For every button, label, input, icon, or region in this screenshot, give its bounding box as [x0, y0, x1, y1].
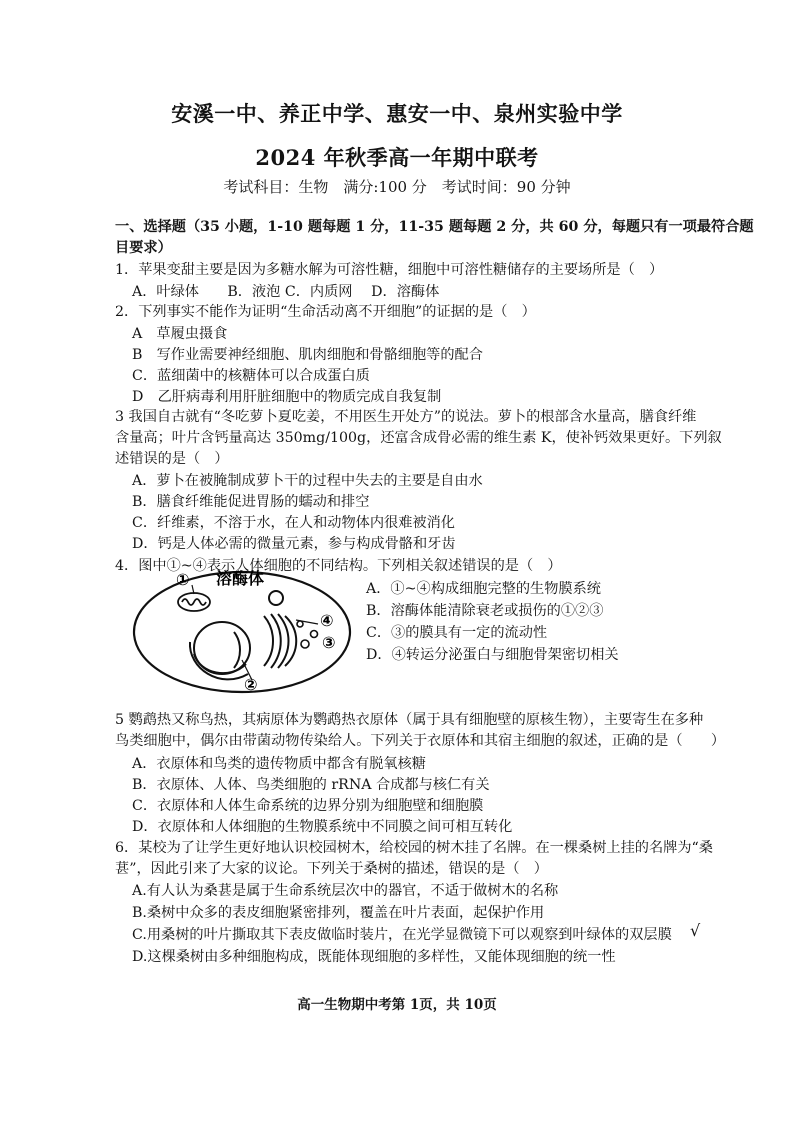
golgi-apparatus [264, 614, 296, 668]
leader-lines [192, 585, 318, 680]
label-4: ④ [320, 611, 334, 630]
question-5-stem-cont: 鸟类细胞中，偶尔由带菌动物传染给人。下列关于衣原体和其宿主细胞的叙述，正确的是（ ） [115, 733, 726, 749]
question-6-option-d: D.这棵桑树由多种细胞构成，既能体现细胞的多样性，又能体现细胞的统一性 [132, 949, 616, 965]
mitochondrion [178, 593, 210, 611]
question-6-stem: 6．某校为了让学生更好地认识校园树木，给校园的树木挂了名牌。在一棵桑树上挂的名牌为“桑 [115, 840, 713, 856]
question-6-stem-cont: 葚”，因此引来了大家的议论。下列关于桑树的描述，错误的是（ ） [115, 861, 548, 877]
section-heading: 一、选择题（35 小题，1-10 题每题 1 分，11-35 题每题 2 分，共 60 分，每题只有一项最符合题 [115, 219, 754, 235]
section-heading-cont: 目要求） [115, 240, 172, 256]
question-2-option-d: D 乙肝病毒利用肝脏细胞中的物质完成自我复制 [132, 389, 442, 405]
question-4-option-d: D．④转运分泌蛋白与细胞骨架密切相关 [366, 647, 619, 663]
question-3-option-d: D．钙是人体必需的微量元素，参与构成骨骼和牙齿 [132, 536, 456, 552]
question-2-stem: 2．下列事实不能作为证明“生命活动离不开细胞”的证据的是（ ） [115, 304, 536, 320]
question-5-option-b: B．衣原体、人体、鸟类细胞的 rRNA 合成都与核仁有关 [132, 777, 490, 793]
question-3-option-a: A．萝卜在被腌制成萝卜干的过程中失去的主要是自由水 [132, 473, 483, 489]
question-6-option-a: A.有人认为桑葚是属于生命系统层次中的器官，不适于做树木的名称 [132, 883, 559, 899]
cell-diagram [130, 568, 355, 698]
exam-title: 2024 年秋季高一年期中联考 [255, 145, 539, 170]
question-2-option-a: A 草履虫摄食 [132, 326, 228, 342]
handwritten-check-mark: √ [690, 921, 701, 940]
question-3-stem: 3 我国自古就有“冬吃萝卜夏吃姜，不用医生开处方”的说法。萝卜的根部含水量高，膳食纤维 [115, 409, 697, 425]
question-5-stem: 5 鹦鹉热又称鸟热，其病原体为鹦鹉热衣原体（属于具有细胞壁的原核生物），主要寄生在多种 [115, 712, 704, 728]
question-1-stem: 1．苹果变甜主要是因为多糖水解为可溶性糖，细胞中可溶性糖储存的主要场所是（ ） [115, 262, 664, 278]
question-5-option-a: A．衣原体和鸟类的遗传物质中都含有脱氧核糖 [132, 756, 426, 772]
question-4-stem: 4．图中①~④表示人体细胞的不同结构。下列相关叙述错误的是（ ） [115, 558, 562, 574]
page-footer: 高一生物期中考第 1页，共 10页 [297, 997, 497, 1013]
question-2-option-c: C．蓝细菌中的核糖体可以合成蛋白质 [132, 368, 370, 384]
label-3: ③ [322, 633, 336, 652]
question-5-option-d: D．衣原体和人体细胞的生物膜系统中不同膜之间可相互转化 [132, 819, 513, 835]
er-structure [190, 622, 250, 679]
question-3-option-c: C．纤维素，不溶于水，在人和动物体内很难被消化 [132, 515, 455, 531]
question-4-option-b: B．溶酶体能清除衰老或损伤的①②③ [366, 603, 604, 619]
question-6-option-b: B.桑树中众多的表皮细胞紧密排列，覆盖在叶片表面，起保护作用 [132, 905, 545, 921]
question-4-option-a: A．①~④构成细胞完整的生物膜系统 [366, 581, 601, 597]
label-lysosome: 溶酶体 [216, 569, 265, 588]
exam-info: 考试科目：生物 满分:100 分 考试时间：90 分钟 [223, 178, 571, 196]
vesicles [297, 621, 318, 648]
lysosome [269, 591, 283, 605]
question-3-option-b: B．膳食纤维能促进胃肠的蠕动和排空 [132, 494, 370, 510]
question-3-stem-cont: 述错误的是（ ） [115, 451, 229, 467]
question-2-option-b: B 写作业需要神经细胞、肌肉细胞和骨骼细胞等的配合 [132, 347, 483, 363]
schools-title: 安溪一中、养正中学、惠安一中、泉州实验中学 [171, 101, 623, 126]
question-1-options: A．叶绿体 B．液泡 C．内质网 D．溶酶体 [132, 284, 440, 300]
question-6-option-c: C.用桑树的叶片撕取其下表皮做临时装片，在光学显微镜下可以观察到叶绿体的双层膜 [132, 927, 672, 943]
question-5-option-c: C．衣原体和人体生命系统的边界分别为细胞壁和细胞膜 [132, 798, 484, 814]
question-4-option-c: C．③的膜具有一定的流动性 [366, 625, 548, 641]
label-2: ② [244, 675, 258, 694]
label-1: ① [176, 570, 190, 589]
question-3-stem-cont: 含量高；叶片含钙量高达 350mg/100g，还富含成骨必需的维生素 K，使补钙效果更好。下列叙 [115, 430, 722, 446]
